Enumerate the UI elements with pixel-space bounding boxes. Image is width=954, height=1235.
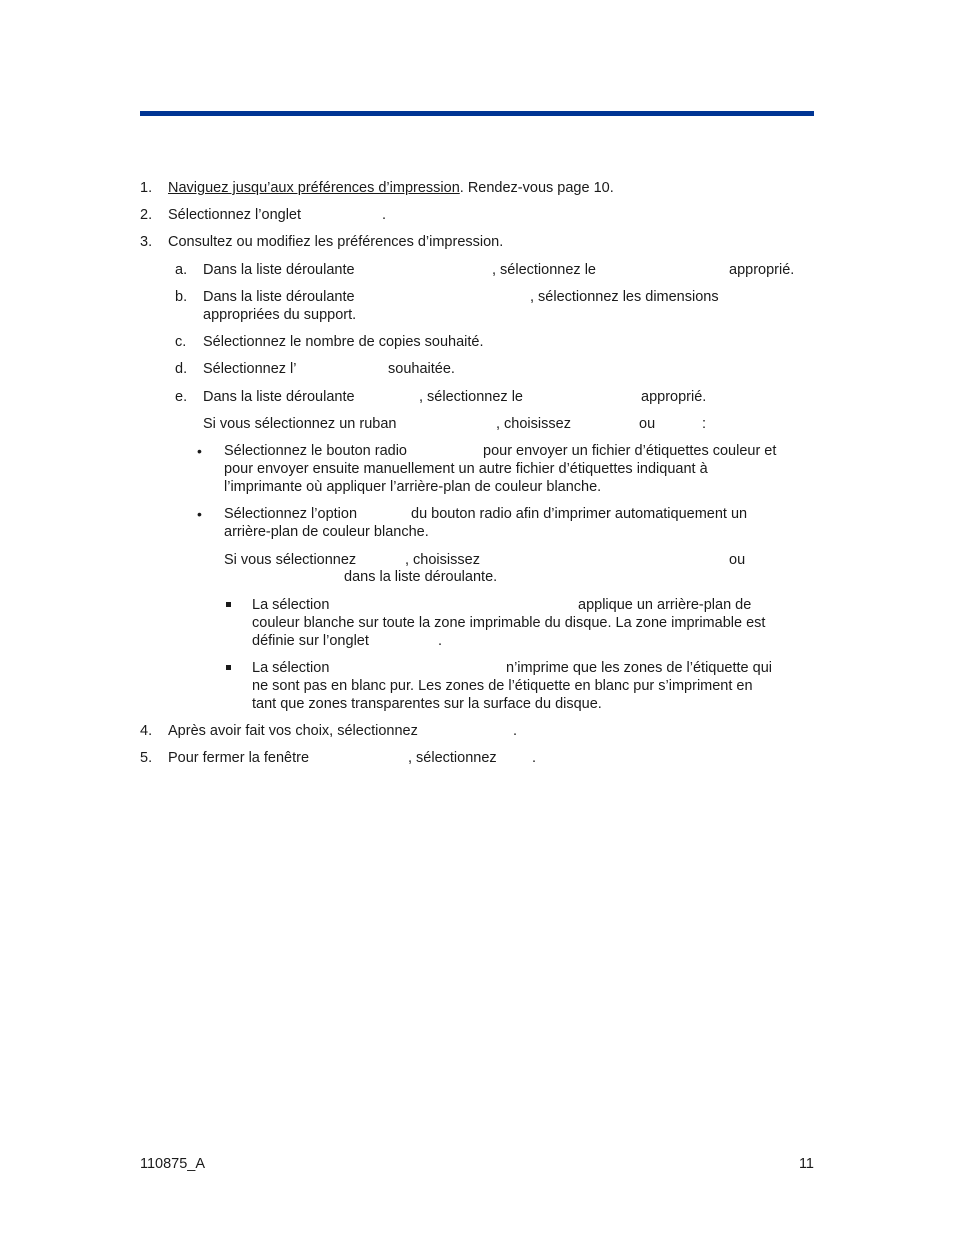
step-text: , sélectionnez (408, 750, 497, 766)
square-text: définie sur l’onglet (252, 633, 369, 649)
substep-text: approprié. (729, 262, 795, 278)
auto-note: ou (729, 552, 746, 568)
substep-text: Sélectionnez l’ (203, 361, 297, 377)
square-text: tant que zones transparentes sur la surface du disque. (252, 696, 602, 712)
header-rule (140, 111, 814, 116)
auto-note: dans la liste déroulante. (344, 569, 498, 585)
step-text: . (382, 207, 387, 223)
step-text: . (513, 723, 518, 739)
substep-letter: a. (175, 262, 188, 278)
bullet-text: pour envoyer un fichier d’étiquettes couleur et (483, 443, 777, 459)
bullet-text: Sélectionnez l’option (224, 506, 358, 522)
bullet-text: l’imprimante où appliquer l’arrière-plan de couleur blanche. (224, 479, 602, 495)
footer-page-number: 11 (798, 1156, 814, 1172)
square-text: La sélection (252, 597, 330, 613)
print-preferences-link[interactable]: Naviguez jusqu’aux préférences d’impression (168, 180, 460, 196)
ribbon-note: : (702, 416, 707, 432)
substep-text: approprié. (641, 389, 707, 405)
step-number: 2. (140, 207, 153, 223)
square-text: applique un arrière-plan de (578, 597, 752, 613)
bullet-text: pour envoyer ensuite manuellement un autre fichier d’étiquettes indiquant à (224, 461, 708, 477)
substep-text: , sélectionnez le (419, 389, 523, 405)
substep-letter: e. (175, 389, 188, 405)
substep-letter: b. (175, 289, 188, 305)
square-text: n’imprime que les zones de l’étiquette qui (506, 660, 772, 676)
step-number: 5. (140, 750, 153, 766)
square-bullet-icon (226, 602, 231, 607)
square-bullet-icon (226, 665, 231, 670)
substep-text: appropriées du support. (203, 307, 357, 323)
bullet-icon: • (197, 506, 202, 522)
ribbon-note: Si vous sélectionnez un ruban (203, 416, 397, 432)
step-text: Consultez ou modifiez les préférences d’impression. (168, 234, 504, 250)
step-1-text: Naviguez jusqu’aux préférences d’impression. Rendez-vous page 10. (168, 180, 614, 196)
bullet-icon: • (197, 443, 202, 459)
substep-letter: d. (175, 361, 188, 377)
substep-text: Sélectionnez le nombre de copies souhaité. (203, 334, 484, 350)
square-text: couleur blanche sur toute la zone imprimable du disque. La zone imprimable est (252, 615, 766, 631)
step-number: 1. (140, 180, 153, 196)
footer-doc-number: 110875_A (140, 1156, 206, 1172)
step-number: 4. (140, 723, 153, 739)
square-text: La sélection (252, 660, 330, 676)
step-text: Après avoir fait vos choix, sélectionnez (168, 723, 418, 739)
square-text: ne sont pas en blanc pur. Les zones de l’étiquette en blanc pur s’impriment en (252, 678, 753, 694)
step-number: 3. (140, 234, 153, 250)
substep-text: Dans la liste déroulante (203, 389, 355, 405)
substep-letter: c. (175, 334, 187, 350)
square-text: . (438, 633, 443, 649)
ribbon-note: ou (639, 416, 656, 432)
auto-note: Si vous sélectionnez (224, 552, 357, 568)
ribbon-note: , choisissez (496, 416, 571, 432)
substep-text: , sélectionnez le (492, 262, 596, 278)
substep-text: souhaitée. (388, 361, 455, 377)
bullet-text: du bouton radio afin d’imprimer automatiquement un (411, 506, 748, 522)
bullet-text: arrière-plan de couleur blanche. (224, 524, 429, 540)
substep-text: Dans la liste déroulante (203, 262, 355, 278)
bullet-text: Sélectionnez le bouton radio (224, 443, 407, 459)
substep-text: , sélectionnez les dimensions (530, 289, 719, 305)
step-text: Pour fermer la fenêtre (168, 750, 310, 766)
substep-text: Dans la liste déroulante (203, 289, 355, 305)
step-text: . (532, 750, 537, 766)
auto-note: , choisissez (405, 552, 480, 568)
step-text: Sélectionnez l’onglet (168, 207, 302, 223)
